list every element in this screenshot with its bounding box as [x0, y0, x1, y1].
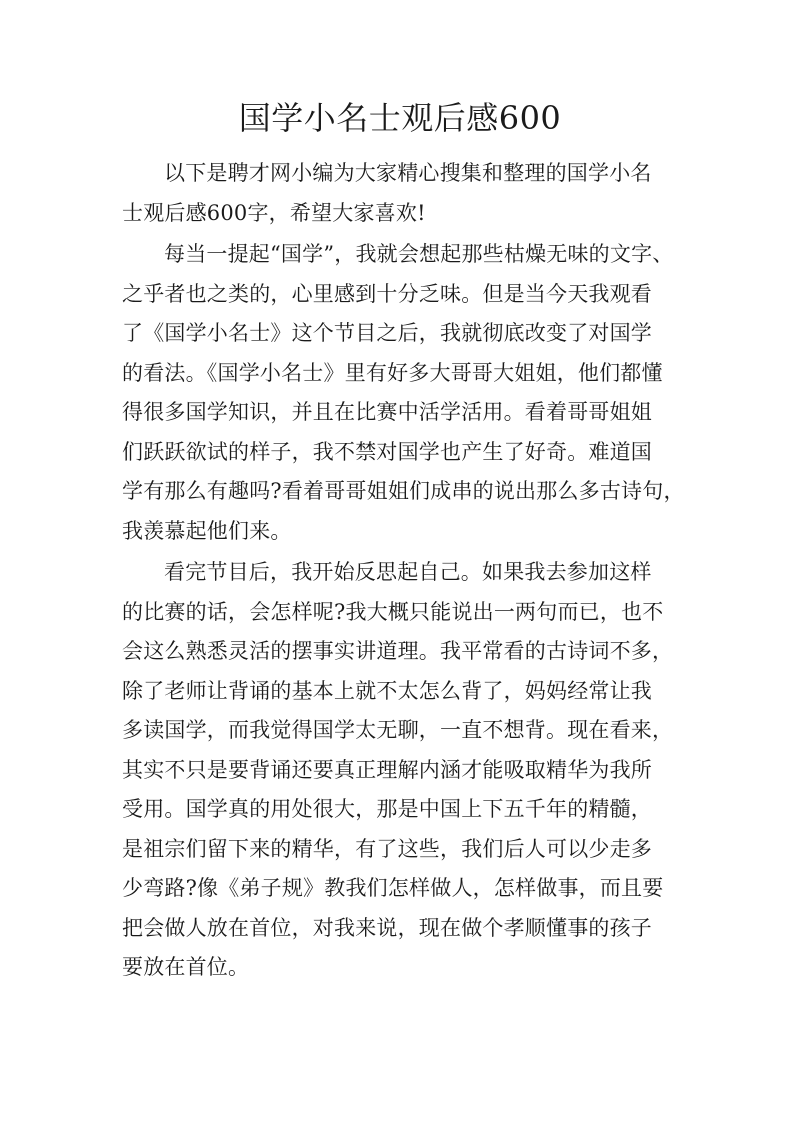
text-line: 们跃跃欲试的样子，我不禁对国学也产生了好奇。难道国 [122, 439, 652, 464]
text-line: 的看法。《国学小名士》里有好多大哥哥大姐姐，他们都懂 [122, 360, 663, 385]
text-line: 了《国学小名士》这个节目之后，我就彻底改变了对国学 [122, 321, 652, 345]
paragraph-body-1 [122, 235, 692, 551]
text-line: 看完节目后，我开始反思起自己。如果我去参加这样 [164, 560, 652, 584]
text-line: 以下是聘才网小编为大家精心搜集和整理的国学小名 [164, 161, 652, 185]
text-line: 的比赛的话，会怎样呢?我大概只能说出一两句而已，也不 [122, 599, 664, 624]
paragraph-intro [122, 154, 692, 233]
text-line: 每当一提起“国学”，我就会想起那些枯燥无味的文字、 [164, 242, 674, 266]
document-body [122, 154, 692, 990]
text-line: 学有那么有趣吗?看着哥哥姐姐们成串的说出那么多古诗句， [122, 479, 685, 503]
text-line: 是祖宗们留下来的精华，有了这些，我们后人可以少走多 [122, 836, 652, 861]
paragraph-body-2 [122, 553, 692, 988]
text-line: 要放在首位。 [122, 955, 250, 979]
text-line: 士观后感600字，希望大家喜欢! [122, 200, 426, 225]
text-line: 其实不只是要背诵还要真正理解内涵才能吸取精华为我所 [122, 757, 652, 782]
document-title: 国学小名士观后感600 [238, 99, 562, 137]
text-line: 会这么熟悉灵活的摆事实讲道理。我平常看的古诗词不多， [122, 639, 674, 663]
text-line: 多读国学，而我觉得国学太无聊，一直不想背。现在看来， [122, 718, 674, 742]
text-line: 把会做人放在首位，对我来说，现在做个孝顺懂事的孩子 [122, 915, 652, 940]
text-line: 除了老师让背诵的基本上就不太怎么背了，妈妈经常让我 [122, 678, 652, 703]
text-line: 受用。国学真的用处很大，那是中国上下五千年的精髓， [122, 797, 652, 821]
text-line: 少弯路?像《弟子规》教我们怎样做人，怎样做事，而且要 [122, 876, 664, 900]
text-line: 之乎者也之类的，心里感到十分乏味。但是当今天我观看 [122, 281, 652, 306]
text-line: 我羡慕起他们来。 [122, 518, 292, 543]
text-line: 得很多国学知识，并且在比赛中活学活用。看着哥哥姐姐 [122, 400, 652, 424]
